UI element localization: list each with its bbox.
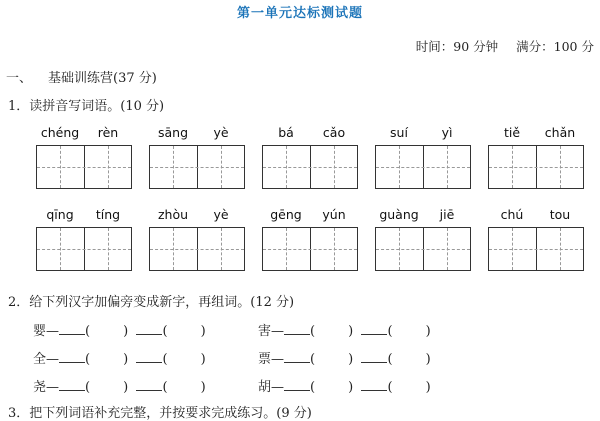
writing-grid[interactable]: [375, 145, 471, 189]
pinyin-label: yè: [213, 125, 229, 140]
pinyin-label: yè: [213, 207, 229, 222]
answer-blank[interactable]: [284, 322, 310, 335]
exam-meta: [402, 37, 594, 55]
answer-blank[interactable]: [361, 322, 387, 335]
answer-paren[interactable]: ( ): [387, 380, 431, 395]
base-char: 害: [258, 324, 272, 339]
writing-grid[interactable]: [488, 145, 584, 189]
pinyin-label: bá: [278, 125, 294, 140]
question-2-title: 2．给下列汉字加偏旁变成新字，再组词。(12 分): [8, 295, 295, 310]
word-box: [488, 125, 584, 189]
writing-grid[interactable]: [488, 227, 584, 271]
base-char: 票: [258, 352, 272, 367]
pinyin-label: suí: [390, 125, 408, 140]
answer-blank[interactable]: [361, 350, 387, 363]
pinyin-label: guàng: [379, 207, 419, 222]
pinyin-label: cǎo: [322, 125, 346, 140]
answer-paren[interactable]: ( ): [310, 324, 354, 339]
radical-line-2b: 票— ( ) ( ): [258, 352, 431, 367]
pinyin-label: zhòu: [157, 207, 189, 222]
word-box: [36, 125, 132, 189]
answer-blank[interactable]: [284, 350, 310, 363]
answer-paren[interactable]: ( ): [162, 324, 206, 339]
pinyin-label: sāng: [157, 125, 189, 140]
pinyin-label: tou: [549, 207, 571, 222]
answer-paren[interactable]: ( ): [162, 352, 206, 367]
section-heading: [6, 67, 157, 86]
page-title: 第一单元达标测试题: [236, 6, 363, 21]
section-number: 一、: [6, 71, 33, 86]
pinyin-label: rèn: [97, 125, 119, 140]
word-box: [375, 125, 471, 189]
question-1-title: 1．读拼音写词语。(10 分): [8, 99, 165, 114]
pinyin-row-2: [36, 207, 584, 271]
answer-paren[interactable]: ( ): [310, 352, 354, 367]
answer-paren[interactable]: ( ): [85, 324, 129, 339]
answer-blank[interactable]: [136, 322, 162, 335]
answer-paren[interactable]: ( ): [162, 380, 206, 395]
writing-grid[interactable]: [262, 227, 358, 271]
radical-line-2: 全— ( ) ( ): [33, 352, 206, 367]
answer-paren[interactable]: ( ): [85, 352, 129, 367]
base-char: 婴: [33, 324, 47, 339]
answer-paren[interactable]: ( ): [310, 380, 354, 395]
writing-grid[interactable]: [149, 227, 245, 271]
answer-paren[interactable]: ( ): [387, 324, 431, 339]
base-char: 尧: [33, 380, 47, 395]
word-box: [149, 207, 245, 271]
word-box: [375, 207, 471, 271]
answer-paren[interactable]: ( ): [387, 352, 431, 367]
answer-blank[interactable]: [59, 322, 85, 335]
time-limit: 时间：90 分钟: [415, 39, 499, 54]
pinyin-label: gēng: [270, 207, 302, 222]
answer-blank[interactable]: [59, 350, 85, 363]
pinyin-label: yì: [441, 125, 453, 140]
section-title: 基础训练营(37 分): [48, 71, 157, 86]
word-box: [488, 207, 584, 271]
pinyin-label: chú: [500, 207, 524, 222]
answer-blank[interactable]: [284, 378, 310, 391]
answer-paren[interactable]: ( ): [85, 380, 129, 395]
base-char: 全: [33, 352, 47, 367]
pinyin-label: chǎn: [544, 125, 576, 140]
radical-line-3: 尧— ( ) ( ): [33, 380, 206, 395]
answer-blank[interactable]: [136, 350, 162, 363]
writing-grid[interactable]: [262, 145, 358, 189]
word-box: [262, 125, 358, 189]
writing-grid[interactable]: [149, 145, 245, 189]
pinyin-label: jiē: [439, 207, 455, 222]
total-score: 满分：100 分: [516, 39, 594, 54]
answer-blank[interactable]: [136, 378, 162, 391]
radical-line-1b: 害— ( ) ( ): [258, 324, 431, 339]
radical-line-3b: 胡— ( ) ( ): [258, 380, 431, 395]
word-box: [36, 207, 132, 271]
answer-blank[interactable]: [361, 378, 387, 391]
writing-grid[interactable]: [36, 227, 132, 271]
pinyin-row-1: [36, 125, 584, 189]
pinyin-label: yún: [322, 207, 346, 222]
pinyin-label: tíng: [95, 207, 121, 222]
writing-grid[interactable]: [36, 145, 132, 189]
radical-line-1: 婴— ( ) ( ): [33, 324, 206, 339]
pinyin-label: tiě: [503, 125, 521, 140]
question-3-title: 3．把下列词语补充完整，并按要求完成练习。(9 分): [8, 406, 312, 421]
writing-grid[interactable]: [375, 227, 471, 271]
word-box: [149, 125, 245, 189]
pinyin-label: qīng: [46, 207, 74, 222]
base-char: 胡: [258, 380, 272, 395]
pinyin-label: chéng: [40, 125, 80, 140]
word-box: [262, 207, 358, 271]
answer-blank[interactable]: [59, 378, 85, 391]
